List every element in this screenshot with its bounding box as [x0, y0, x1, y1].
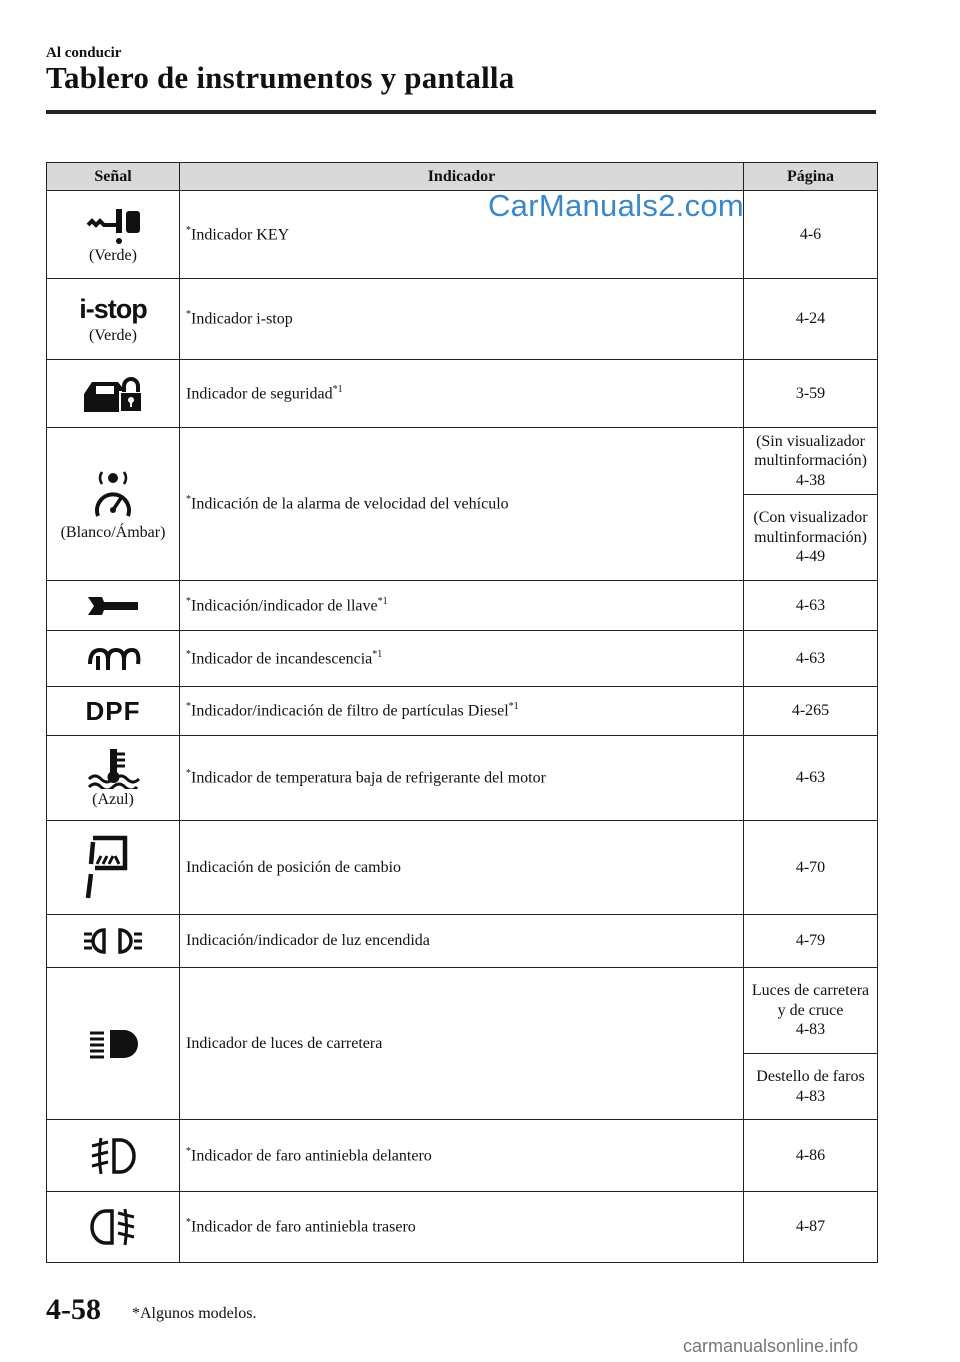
page-cell — [744, 1054, 878, 1120]
signal-cell — [47, 360, 180, 428]
indicator-cell — [180, 279, 744, 360]
signal-cell — [47, 968, 180, 1120]
glow-plug-icon — [82, 644, 144, 674]
indicator-text: Indicador de seguridad — [186, 385, 333, 403]
table-row — [47, 581, 878, 631]
page-condition: Luces de carretera y de cruce — [751, 982, 870, 1019]
signal-color-label: (Azul) — [92, 791, 134, 808]
wrench-icon — [82, 591, 144, 621]
table-row — [47, 687, 878, 736]
table-row — [47, 1192, 878, 1263]
indicator-text: Indicador KEY — [191, 226, 290, 244]
page-condition: (Sin visualizador multinformación) — [754, 432, 867, 470]
page-cell: 4-63 — [744, 581, 878, 631]
page-number: 4-83 — [795, 1021, 826, 1039]
rear-fog-light-icon — [88, 1205, 138, 1249]
watermark-carmanuals2: CarManuals2.com — [488, 188, 745, 223]
key-icon — [82, 205, 144, 245]
indicator-cell — [180, 915, 744, 968]
indicator-cell — [180, 821, 744, 915]
indicator-text: Indicador de faro antiniebla trasero — [191, 1218, 416, 1236]
signal-cell — [47, 279, 180, 360]
shift-position-icon — [85, 834, 141, 902]
indicator-cell — [180, 687, 744, 736]
table-row — [47, 821, 878, 915]
page-cell: 4-63 — [744, 736, 878, 821]
table-header-row — [47, 163, 878, 191]
footnote-mark: *1 — [332, 383, 343, 395]
watermark-carmanualsonline: carmanualsonline.info — [683, 1336, 859, 1356]
indicator-cell — [180, 631, 744, 687]
indicator-table — [46, 162, 878, 1263]
page-cell: 4-70 — [744, 821, 878, 915]
i-stop-icon: i-stop — [79, 294, 147, 324]
signal-color-label: (Verde) — [89, 246, 137, 264]
indicator-cell — [180, 1192, 744, 1263]
signal-cell — [47, 428, 180, 581]
table-row — [47, 736, 878, 821]
page-cell — [744, 495, 878, 581]
table-row — [47, 428, 878, 495]
page-number: 4-83 — [795, 1087, 826, 1105]
page-title: Tablero de instrumentos y pantalla — [46, 60, 515, 95]
footnote-mark: *1 — [377, 595, 388, 607]
table-row — [47, 968, 878, 1054]
page-cell: 4-87 — [744, 1192, 878, 1263]
asterisk: * — [186, 595, 191, 607]
page-cell: 4-79 — [744, 915, 878, 968]
indicator-cell — [180, 360, 744, 428]
indicator-cell — [180, 581, 744, 631]
asterisk: * — [186, 1145, 191, 1157]
indicator-text: Indicación/indicador de luz encendida — [186, 932, 430, 949]
page-number: 4-38 — [795, 471, 826, 489]
lights-on-icon — [82, 926, 144, 956]
indicator-text: Indicador de incandescencia — [191, 650, 373, 668]
signal-cell — [47, 191, 180, 279]
page-cell: 4-86 — [744, 1120, 878, 1192]
asterisk: * — [186, 309, 191, 321]
section-label: Al conducir — [46, 45, 122, 61]
header-indicator: Indicador — [180, 163, 744, 191]
indicator-cell — [180, 736, 744, 821]
high-beam-icon — [86, 1027, 140, 1061]
footnote-mark: *1 — [508, 701, 519, 713]
signal-cell — [47, 631, 180, 687]
table-row — [47, 279, 878, 360]
header-signal: Señal — [47, 163, 180, 191]
signal-cell — [47, 687, 180, 736]
signal-cell — [47, 1120, 180, 1192]
speed-alarm-icon — [88, 466, 138, 522]
signal-color-label: (Blanco/Ámbar) — [60, 524, 166, 541]
page-cell: 4-24 — [744, 279, 878, 360]
front-fog-light-icon — [88, 1134, 138, 1178]
indicator-text: Indicador/indicación de filtro de partículas Diesel — [191, 702, 509, 720]
indicator-text: Indicador de luces de carretera — [186, 1034, 383, 1052]
indicator-cell — [180, 1120, 744, 1192]
asterisk: * — [186, 768, 191, 780]
asterisk: * — [186, 1217, 191, 1229]
page-number-footer: 4-58 — [46, 1293, 101, 1326]
page-condition: Destello de faros — [756, 1067, 865, 1085]
indicator-text: Indicador de faro antiniebla delantero — [191, 1147, 432, 1165]
indicator-text: Indicación de la alarma de velocidad del vehículo — [191, 495, 509, 513]
car-security-lock-icon — [82, 374, 144, 414]
footnote: *Algunos modelos. — [132, 1305, 257, 1322]
signal-color-label: (Verde) — [89, 327, 137, 344]
indicator-cell — [180, 968, 744, 1120]
indicator-cell — [180, 428, 744, 581]
indicator-text: Indicador i-stop — [191, 310, 293, 328]
asterisk: * — [186, 648, 191, 660]
page-cell: 4-63 — [744, 631, 878, 687]
page-condition: (Con visualizador multinformación) — [753, 509, 868, 546]
indicator-text: Indicación/indicador de llave — [191, 597, 378, 615]
signal-cell — [47, 821, 180, 915]
indicator-text: Indicador de temperatura baja de refrigerante del motor — [191, 769, 546, 787]
page-cell — [744, 428, 878, 495]
table-row — [47, 915, 878, 968]
low-coolant-temperature-icon — [85, 747, 141, 789]
page-cell: 4-265 — [744, 687, 878, 736]
signal-cell — [47, 915, 180, 968]
table-row — [47, 631, 878, 687]
header-page: Página — [744, 163, 878, 191]
signal-cell — [47, 581, 180, 631]
signal-cell — [47, 1192, 180, 1263]
table-row — [47, 191, 878, 279]
footnote-mark: *1 — [372, 648, 383, 660]
asterisk: * — [186, 224, 191, 236]
dpf-icon: DPF — [85, 695, 141, 726]
table-row — [47, 360, 878, 428]
page-number: 4-49 — [795, 548, 826, 566]
indicator-text: Indicación de posición de cambio — [186, 858, 402, 876]
page-cell: 4-6 — [744, 191, 878, 279]
page-cell: 3-59 — [744, 360, 878, 428]
asterisk: * — [186, 701, 191, 713]
signal-cell — [47, 736, 180, 821]
table-row — [47, 1120, 878, 1192]
title-rule — [46, 110, 876, 114]
page-cell — [744, 968, 878, 1054]
asterisk: * — [186, 494, 191, 506]
